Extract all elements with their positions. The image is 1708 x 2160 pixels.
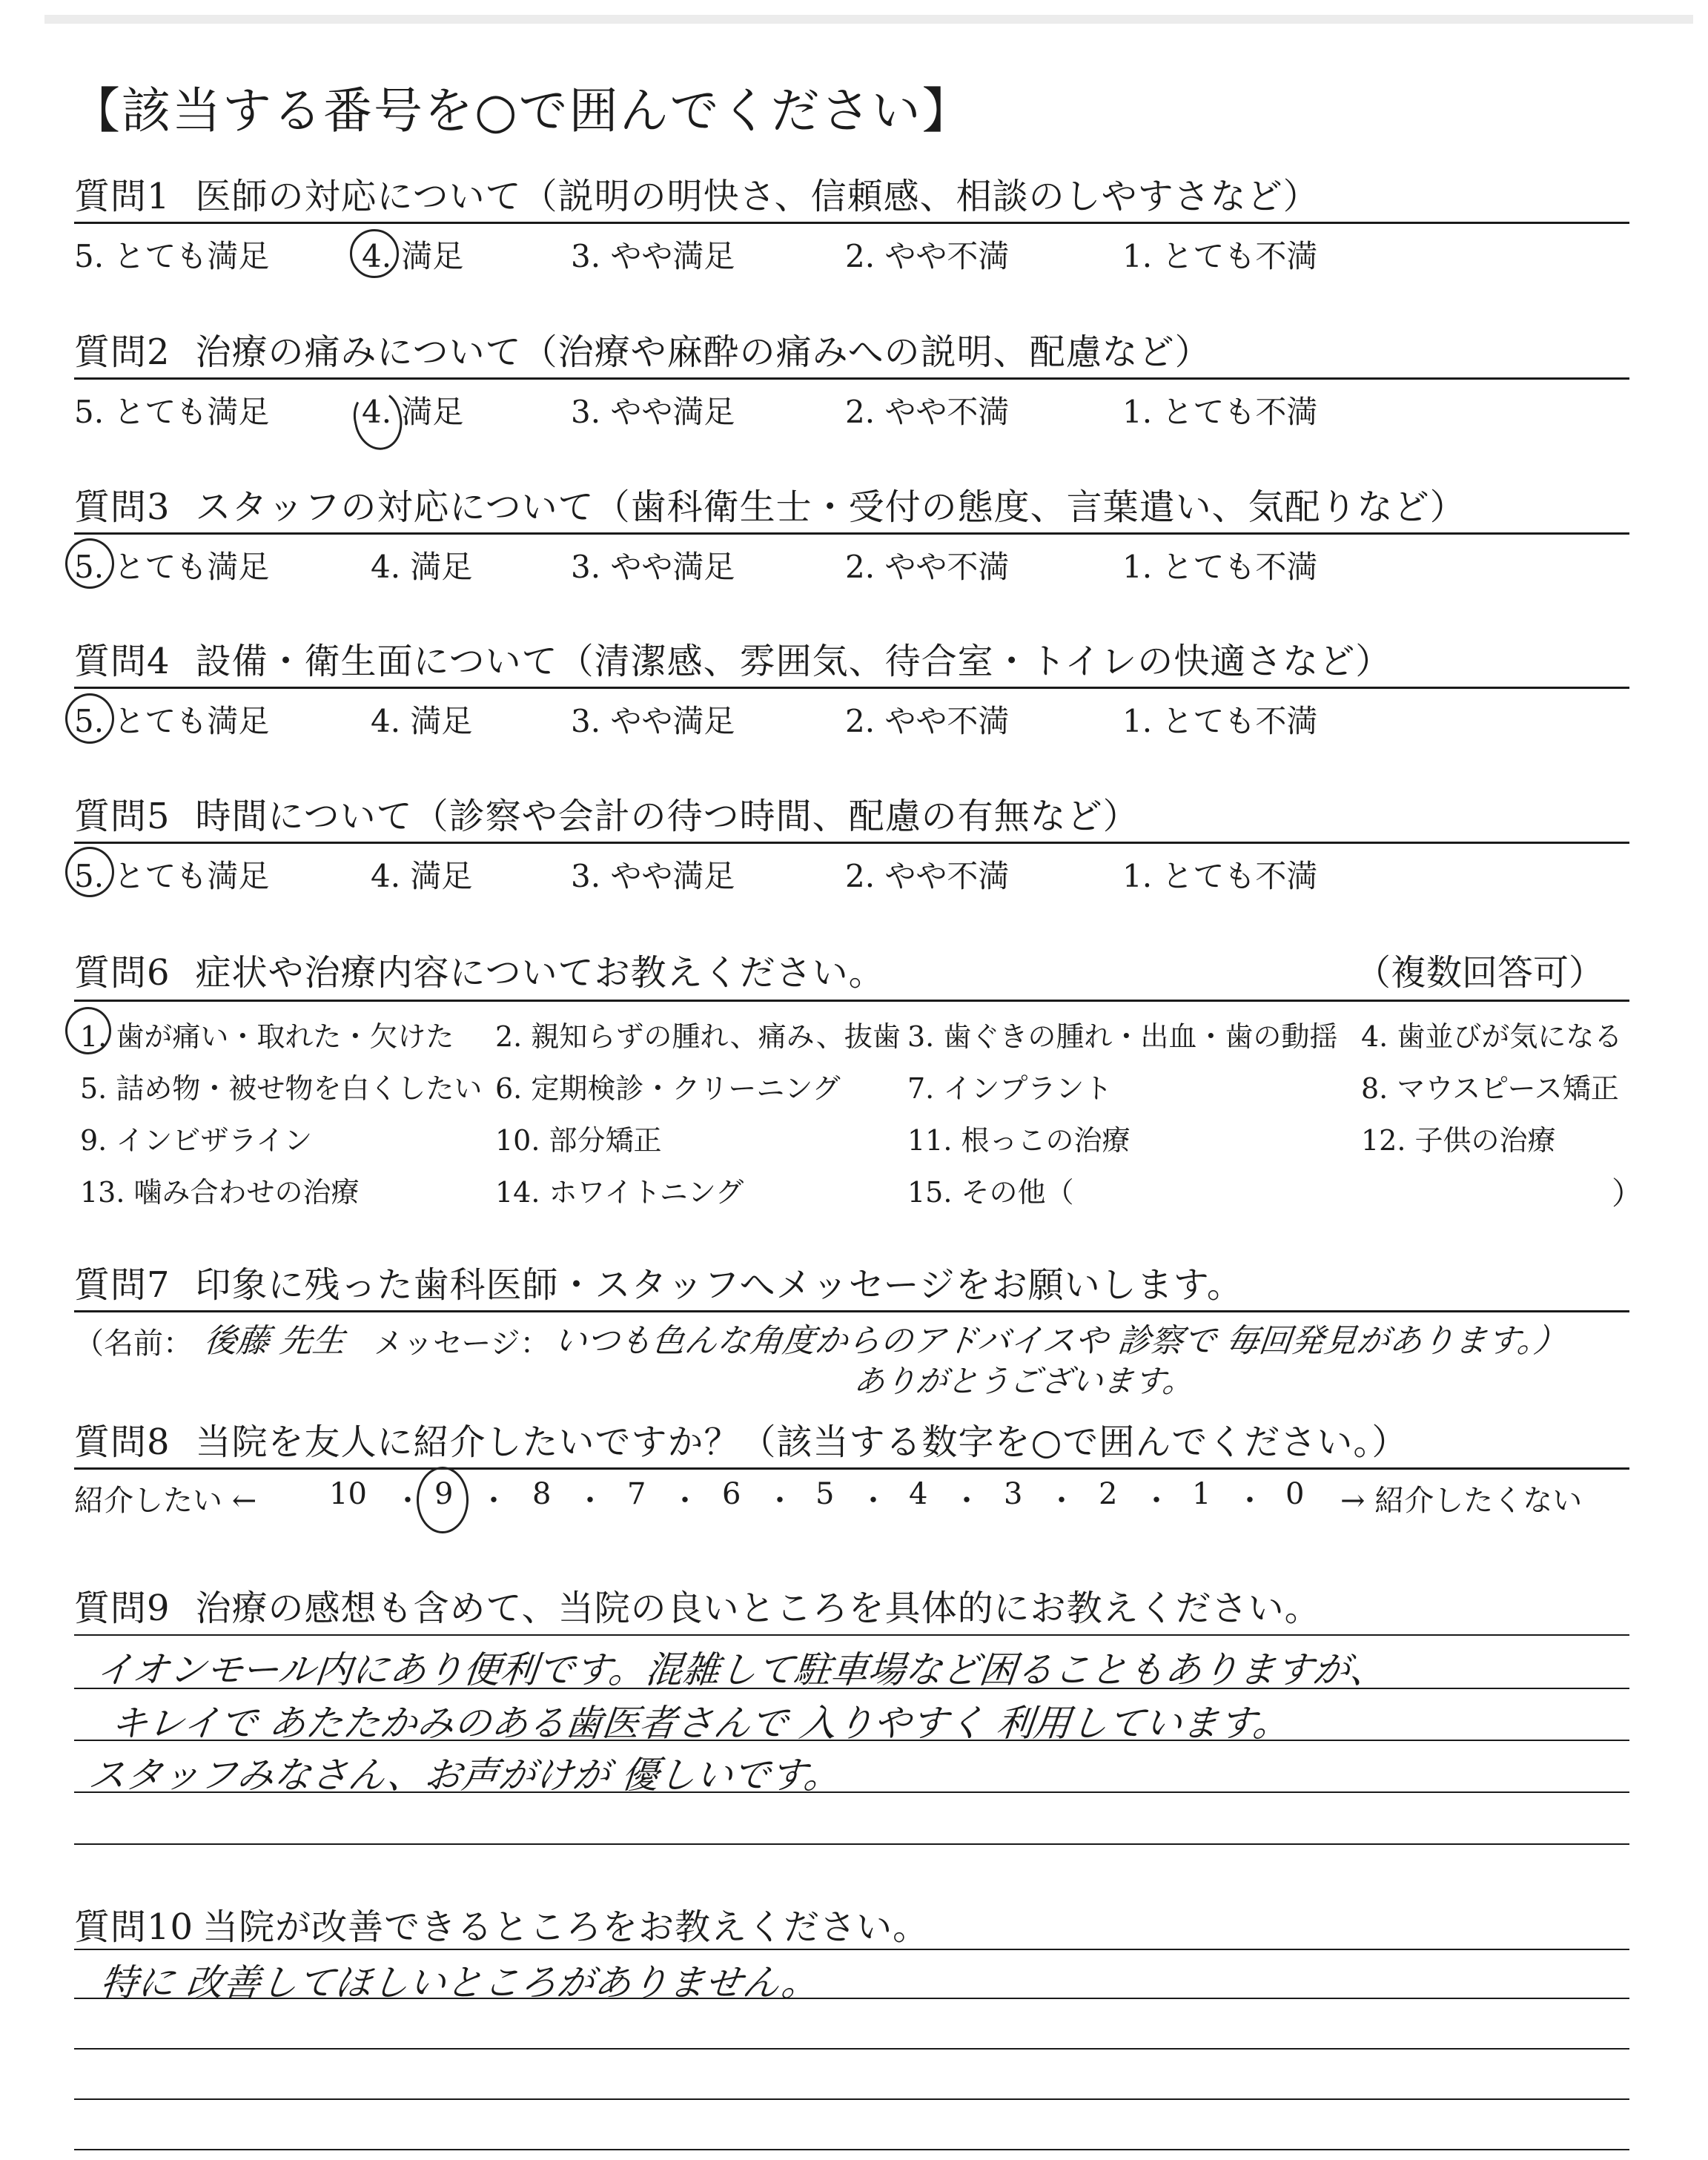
question-rule — [74, 532, 1629, 535]
q4-option-1[interactable]: 1. とても不満 — [1122, 703, 1318, 739]
question-text: 当院を友人に紹介したいですか？（該当する数字を○で囲んでください。） — [195, 1421, 1409, 1463]
selection-circle-mark — [350, 229, 399, 278]
scale-value-2[interactable]: 2 — [1099, 1477, 1118, 1511]
q2-option-2[interactable]: 2. やや不満 — [845, 394, 1010, 430]
q6-option[interactable]: 10. 部分矯正 — [495, 1124, 662, 1157]
scale-value-9[interactable]: 9 — [434, 1477, 454, 1511]
scale-separator: ・ — [575, 1484, 605, 1518]
question-text: 医師の対応について（説明の明快さ、信頼感、相談のしやすさなど） — [195, 176, 1320, 217]
question-number: 質問3 — [74, 486, 171, 528]
answer-line — [74, 1634, 1629, 1636]
answer-line — [74, 2149, 1629, 2150]
question-rule — [74, 1310, 1629, 1312]
q6-option[interactable]: 4. 歯並びが気になる — [1361, 1020, 1623, 1053]
q6-option-other[interactable]: 15. その他（ — [907, 1176, 1074, 1209]
scale-separator: ・ — [1047, 1484, 1076, 1518]
q4-option-2[interactable]: 2. やや不満 — [845, 703, 1010, 739]
question-text: 時間について（診察や会計の待つ時間、配慮の有無など） — [195, 796, 1139, 837]
multiple-answer-note: （複数回答可） — [1354, 952, 1604, 994]
question-number: 質問1 — [74, 176, 171, 217]
handwritten-answer-line[interactable]: キレイで あたたかみのある歯医者さんで 入りやすく 利用しています。 — [108, 1702, 1293, 1745]
q6-option[interactable]: 8. マウスピース矯正 — [1361, 1072, 1619, 1105]
selection-circle-mark — [65, 847, 114, 897]
scale-value-8[interactable]: 8 — [532, 1477, 552, 1511]
question-rule — [74, 1000, 1629, 1002]
question-number: 質問6 — [74, 952, 171, 994]
scale-separator: ・ — [393, 1484, 423, 1518]
q6-option[interactable]: 3. 歯ぐきの腫れ・出血・歯の動揺 — [907, 1020, 1338, 1053]
q2-option-4[interactable]: 4. 満足 — [362, 394, 464, 430]
q6-other-close-paren: ） — [1612, 1175, 1644, 1212]
question-rule — [74, 222, 1629, 224]
question-rule — [74, 1467, 1629, 1470]
scale-separator: ・ — [670, 1484, 700, 1518]
q4-option-4[interactable]: 4. 満足 — [371, 703, 473, 739]
question-rule — [74, 842, 1629, 844]
question-number: 質問2 — [74, 331, 171, 373]
handwritten-answer-line[interactable]: イオンモール内にあり便利です。混雑して駐車場など困ることもありますが、 — [93, 1648, 1390, 1691]
question-rule — [74, 687, 1629, 689]
question-2-title — [74, 323, 1211, 374]
scale-left-label: 紹介したい ← — [74, 1484, 257, 1518]
question-text: 設備・衛生面について（清潔感、雰囲気、待合室・トイレの快適さなど） — [195, 641, 1392, 682]
selection-circle-mark — [65, 693, 114, 744]
selection-circle-mark — [65, 538, 114, 589]
q6-option[interactable]: 6. 定期検診・クリーニング — [495, 1072, 841, 1105]
q4-option-3[interactable]: 3. やや満足 — [571, 703, 735, 739]
scale-value-10[interactable]: 10 — [329, 1477, 367, 1511]
q6-option[interactable]: 1. 歯が痛い・取れた・欠けた — [80, 1020, 454, 1053]
question-text: 治療の痛みについて（治療や麻酔の痛みへの説明、配慮など） — [195, 331, 1211, 373]
handwritten-name[interactable]: 後藤 先生 — [202, 1322, 348, 1360]
q4-option-5[interactable]: 5. とても満足 — [74, 703, 270, 739]
answer-line — [74, 2098, 1629, 2100]
question-number: 質問10 — [74, 1906, 194, 1948]
q2-option-5[interactable]: 5. とても満足 — [74, 394, 270, 430]
scale-separator: ・ — [1235, 1484, 1265, 1518]
q6-option[interactable]: 13. 噛み合わせの治療 — [80, 1176, 360, 1209]
question-1-title — [74, 168, 1320, 219]
answer-line — [74, 2048, 1629, 2050]
question-9-title — [74, 1579, 1321, 1631]
name-label: （名前： — [74, 1327, 193, 1361]
question-number: 質問7 — [74, 1264, 171, 1306]
q6-option[interactable]: 7. インプラント — [907, 1072, 1113, 1105]
question-number: 質問5 — [74, 796, 171, 837]
handwritten-answer-line[interactable]: 特に 改善してほしいところがありません。 — [98, 1961, 821, 2004]
question-text: 治療の感想も含めて、当院の良いところを具体的にお教えください。 — [195, 1588, 1321, 1629]
q2-option-1[interactable]: 1. とても不満 — [1122, 394, 1318, 430]
q6-option[interactable]: 5. 詰め物・被せ物を白くしたい — [80, 1072, 483, 1105]
q5-option-5[interactable]: 5. とても満足 — [74, 858, 270, 894]
q5-option-4[interactable]: 4. 満足 — [371, 858, 473, 894]
q1-option-5[interactable]: 5. とても満足 — [74, 238, 270, 274]
page-heading: 【該当する番号を○で囲んでください】 — [71, 82, 973, 139]
question-7-title — [74, 1256, 1243, 1307]
scale-value-5[interactable]: 5 — [815, 1477, 835, 1511]
scale-separator: ・ — [952, 1484, 982, 1518]
question-4-title — [74, 633, 1391, 684]
scale-separator: ・ — [479, 1484, 509, 1518]
q1-option-4[interactable]: 4. 満足 — [362, 238, 464, 274]
top-edge-bar — [44, 15, 1693, 24]
scale-separator: ・ — [765, 1484, 795, 1518]
q3-option-2[interactable]: 2. やや不満 — [845, 549, 1010, 585]
question-6-title — [74, 944, 885, 995]
q6-option[interactable]: 14. ホワイトニング — [495, 1176, 744, 1209]
selection-circle-mark — [417, 1467, 469, 1533]
scale-value-0[interactable]: 0 — [1285, 1477, 1305, 1511]
q1-option-2[interactable]: 2. やや不満 — [845, 238, 1010, 274]
answer-line — [74, 1843, 1629, 1845]
q3-option-4[interactable]: 4. 満足 — [371, 549, 473, 585]
q5-option-1[interactable]: 1. とても不満 — [1122, 858, 1318, 894]
scale-right-label: → 紹介したくない — [1340, 1484, 1583, 1518]
scale-value-1[interactable]: 1 — [1192, 1477, 1211, 1511]
scale-separator: ・ — [858, 1484, 888, 1518]
answer-line — [74, 1949, 1629, 1950]
q6-option[interactable]: 9. インビザライン — [80, 1124, 313, 1157]
question-5-title — [74, 787, 1139, 839]
question-text: 印象に残った歯科医師・スタッフへメッセージをお願いします。 — [195, 1264, 1243, 1306]
q6-option[interactable]: 2. 親知らずの腫れ、痛み、抜歯 — [495, 1020, 901, 1053]
q3-option-1[interactable]: 1. とても不満 — [1122, 549, 1318, 585]
q2-option-3[interactable]: 3. やや満足 — [571, 394, 735, 430]
scale-value-4[interactable]: 4 — [909, 1477, 928, 1511]
question-10-title — [74, 1898, 929, 1949]
q5-option-2[interactable]: 2. やや不満 — [845, 858, 1010, 894]
q5-option-3[interactable]: 3. やや満足 — [571, 858, 735, 894]
q6-option[interactable]: 12. 子供の治療 — [1361, 1124, 1556, 1157]
question-number: 質問8 — [74, 1421, 171, 1463]
q3-option-3[interactable]: 3. やや満足 — [571, 549, 735, 585]
handwritten-answer-line[interactable]: スタッフみなさん、お声がけが 優しいです。 — [86, 1754, 844, 1797]
question-rule — [74, 377, 1629, 380]
handwritten-message-line[interactable]: いつも色んな角度からのアドバイスや 診察で 毎回発見があります。） — [552, 1322, 1569, 1360]
q6-option[interactable]: 11. 根っこの治療 — [907, 1124, 1131, 1157]
scale-separator: ・ — [1142, 1484, 1171, 1518]
question-3-title — [74, 478, 1466, 529]
scale-value-7[interactable]: 7 — [627, 1477, 646, 1511]
question-8-title — [74, 1413, 1408, 1464]
q1-option-3[interactable]: 3. やや満足 — [571, 238, 735, 274]
question-number: 質問9 — [74, 1588, 171, 1629]
question-number: 質問4 — [74, 641, 171, 682]
scale-value-6[interactable]: 6 — [722, 1477, 741, 1511]
message-label: メッセージ： — [374, 1327, 550, 1361]
scale-value-3[interactable]: 3 — [1004, 1477, 1023, 1511]
question-text: 症状や治療内容についてお教えください。 — [195, 952, 885, 994]
question-text: スタッフの対応について（歯科衛生士・受付の態度、言葉遣い、気配りなど） — [195, 486, 1466, 528]
q3-option-5[interactable]: 5. とても満足 — [74, 549, 270, 585]
selection-circle-mark — [65, 1007, 111, 1054]
handwritten-message-line[interactable]: ありがとうございます。 — [852, 1363, 1196, 1399]
question-text: 当院が改善できるところをお教えください。 — [202, 1906, 930, 1948]
q1-option-1[interactable]: 1. とても不満 — [1122, 238, 1318, 274]
